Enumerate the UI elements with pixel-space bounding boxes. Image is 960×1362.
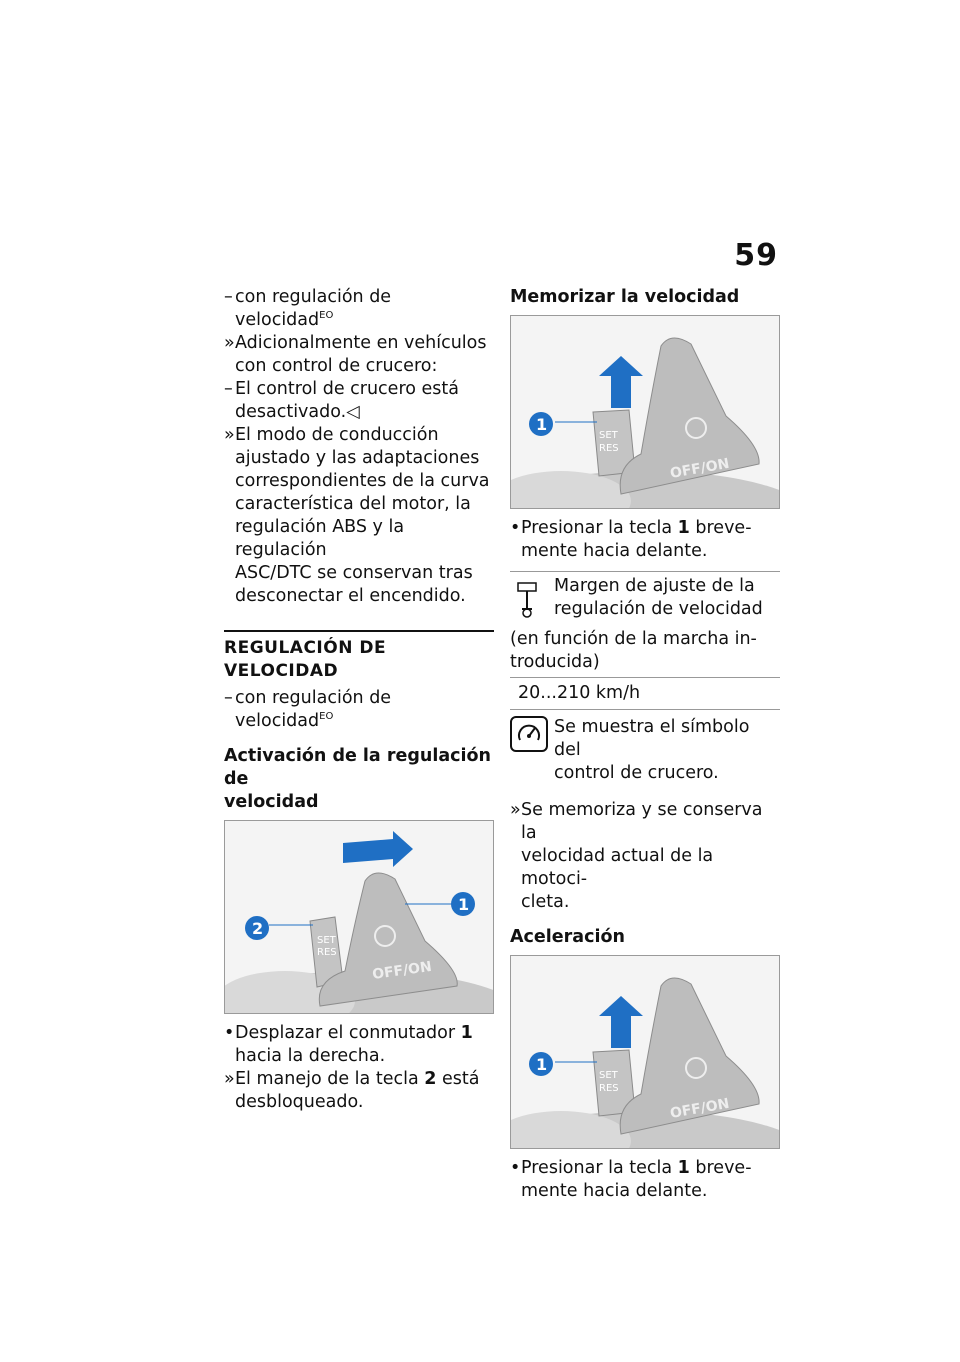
figure-switch-slide (224, 820, 494, 1014)
svg-text:RES: RES (599, 443, 619, 454)
svg-text:RES: RES (317, 947, 337, 958)
paragraph-result: » Adicionalmente en vehículos (224, 333, 487, 353)
step-press-key: • Presionar la tecla 1 breve- (510, 518, 752, 538)
cruise-control-symbol-icon (510, 716, 554, 785)
figure-set-button-acceleration (510, 955, 780, 1149)
step-slide-switch: • Desplazar el conmutador 1 (224, 1023, 473, 1043)
subheading-memorize: Memorizar la velocidad (510, 287, 740, 307)
svg-text:OFF/ON: OFF/ON (668, 1095, 731, 1122)
speed-range-info-box: Margen de ajuste de la regulación de velocidad (en función de la marcha in- troducida) 20...210 km/h (510, 571, 780, 710)
paragraph-condition: – El control de crucero está (224, 379, 459, 399)
speed-range-value: 20...210 km/h (510, 677, 780, 709)
svg-text:1: 1 (458, 895, 470, 914)
gear-lever-icon (510, 575, 554, 628)
subheading-acceleration: Aceleración (510, 927, 625, 947)
end-marker-icon: ◁ (346, 402, 360, 422)
step-press-key-accelerate: • Presionar la tecla 1 breve- (510, 1158, 752, 1178)
figure-set-button-memorize (510, 315, 780, 509)
svg-text:OFF/ON: OFF/ON (371, 958, 433, 983)
section-condition: – con regulación de velocidad$^{EO}$ (224, 688, 392, 731)
section-title: REGULACIÓN DE VELOCIDAD (224, 630, 494, 683)
paragraph-result: » El modo de conducción (224, 425, 439, 445)
cruise-symbol-note: Se muestra el símbolo del control de crucero. (510, 716, 780, 785)
svg-text:OFF/ON: OFF/ON (668, 455, 731, 482)
result-unlocked: » El manejo de la tecla 2 está (224, 1069, 480, 1089)
page-number: 59 (734, 238, 778, 273)
svg-text:1: 1 (536, 415, 548, 434)
svg-text:SET: SET (317, 935, 336, 946)
intro-condition: – con regulación de velocidad$^{EO}$ (224, 287, 392, 330)
svg-text:SET: SET (599, 430, 618, 441)
svg-text:SET: SET (599, 1070, 618, 1081)
subheading-activation: Activación de la regulación de velocidad (224, 746, 491, 812)
svg-text:RES: RES (599, 1083, 619, 1094)
svg-text:1: 1 (536, 1055, 548, 1074)
right-column: Memorizar la velocidad SET RES OFF/ON 1 • Presionar la tecla 1 breve- mente hacia delante. Margen de ajuste de la regulación de velocidad (en función de la marcha in- troducida) 20...210 km/h Se muestra el símbolo del control de crucero. » Se memoriza y se conserva la velocidad actual de la motoci- cleta. Aceleración SET RES OFF/ON 1 • Presionar la tecla 1 breve- mente hacia delante. (510, 286, 780, 1203)
left-column: – con regulación de velocidad$^{EO}$ » Adicionalmente en vehículos con control de crucero: – El control de crucero está desactivado.◁ » El modo de conducción ajustado y las adaptaciones correspondientes de la curva característica del motor, la regulación ABS y la regulación ASC/DTC se conservan tras desconectar el encendido. REGULACIÓN DE VELOCIDAD – con regulación de velocidad$^{EO}$ Activación de la regulación de velocidad SET RES OFF/ON 1 2 • Desplazar el conmutador 1 hacia la derecha. » El manejo de la tecla 2 está desbloqueado. (224, 286, 494, 1114)
result-memorized: » Se memoriza y se conserva la (510, 800, 763, 843)
svg-text:2: 2 (252, 919, 264, 938)
